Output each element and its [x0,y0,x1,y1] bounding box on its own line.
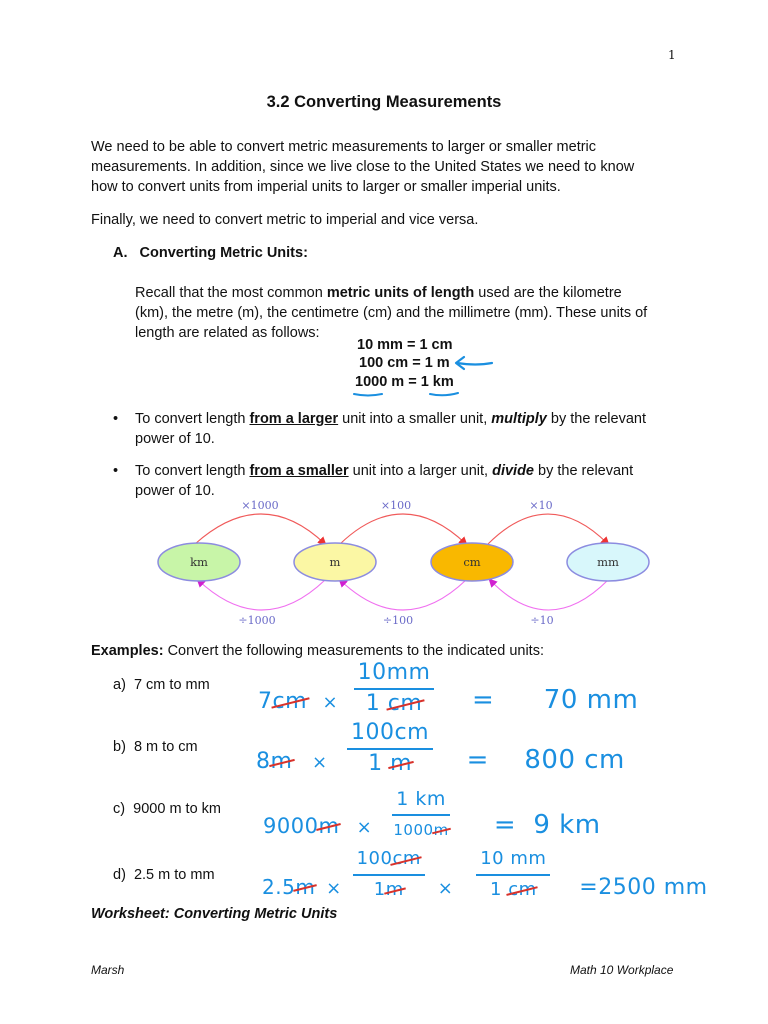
example-item: b) 8 m to cm [113,739,198,755]
recall-line-3: length are related as follows: [135,325,320,341]
bullet-dot: • [113,463,119,479]
unit-label-mm: mm [597,555,619,569]
recall-paragraph [135,283,695,343]
example-item: c) 9000 m to km [113,801,221,817]
multiply-arrow-m-cm [340,514,466,544]
divide-arrow-m-km [198,580,325,610]
hand-underline-annotation [352,390,462,398]
multiply-arrow-cm-mm [488,514,608,544]
divide-arrow-cm-m [340,580,466,610]
bullet-item: • To convert length from a larger unit into a smaller unit, multiply by the relevant power of 10. [113,411,647,447]
intro-line-2: measurements. In addition, since we live close to the United States we need to know [91,159,635,175]
example-item: d) 2.5 m to mm [113,867,215,883]
bullet-item: • To convert length from a smaller unit into a larger unit, divide by the relevant power of 10. [113,463,634,499]
finally-paragraph: Finally, we need to convert metric to imperial and vice versa. [91,212,479,228]
intro-paragraph [91,137,711,197]
examples-heading: Examples: Convert the following measurements to the indicated units: [91,643,544,659]
relation-3: 1000 m = 1 km [355,374,454,390]
divide-label: ÷1000 [238,614,276,627]
unit-label-cm: cm [463,555,481,569]
bullet-dot: • [113,411,119,427]
divide-label: ÷10 [530,614,554,627]
multiply-label: ×100 [380,499,412,512]
section-a-heading [113,245,308,261]
recall-line-1: Recall that the most common metric units of length used are the kilometre [135,285,622,301]
unit-label-km: km [190,555,208,569]
recall-line-2: (km), the metre (m), the centimetre (cm) and the millimetre (mm). These units of [135,305,648,321]
page-title: 3.2 Converting Measurements [266,93,502,111]
handwritten-solution-d: 2.5m × $\frac{100cm}{1m}$ × $\frac{10 mm}{1 cm}$ =2500 mm [262,848,708,900]
relation-2: 100 cm = 1 m [359,355,450,371]
footer-right: Math 10 Workplace [570,963,674,977]
handwritten-solution-c: 9000m × $\frac{1 km}{1000m}$ = 9 km [263,788,601,840]
section-a-label: A. [113,245,128,261]
intro-line-1: We need to be able to convert metric measurements to larger or smaller metric [91,139,597,155]
hand-arrow-annotation [452,354,494,372]
unit-label-m: m [329,555,341,569]
page-number: 1 [668,48,676,62]
divide-label: ÷100 [382,614,414,627]
intro-line-3: how to convert units from imperial units to larger or smaller imperial units. [91,179,561,195]
multiply-label: ×1000 [241,499,279,512]
handwritten-solution-b: 8m $_\times$ $\frac{100cm}{1 m}$ = 800 cm [256,720,625,776]
worksheet-heading: Worksheet: Converting Metric Units [91,906,338,922]
example-item: a) 7 cm to mm [113,677,210,693]
section-a-title: Converting Metric Units: [139,245,308,261]
relation-1: 10 mm = 1 cm [357,337,453,353]
handwritten-solution-a: 7cm $_\times$ $\frac{10mm}{1 cm}$ = 70 mm [258,660,639,716]
conversion-diagram [150,492,660,632]
footer-left: Marsh [91,963,125,977]
multiply-label: ×10 [529,499,553,512]
divide-arrow-mm-cm [490,580,608,610]
multiply-arrow-km-m [195,514,325,544]
